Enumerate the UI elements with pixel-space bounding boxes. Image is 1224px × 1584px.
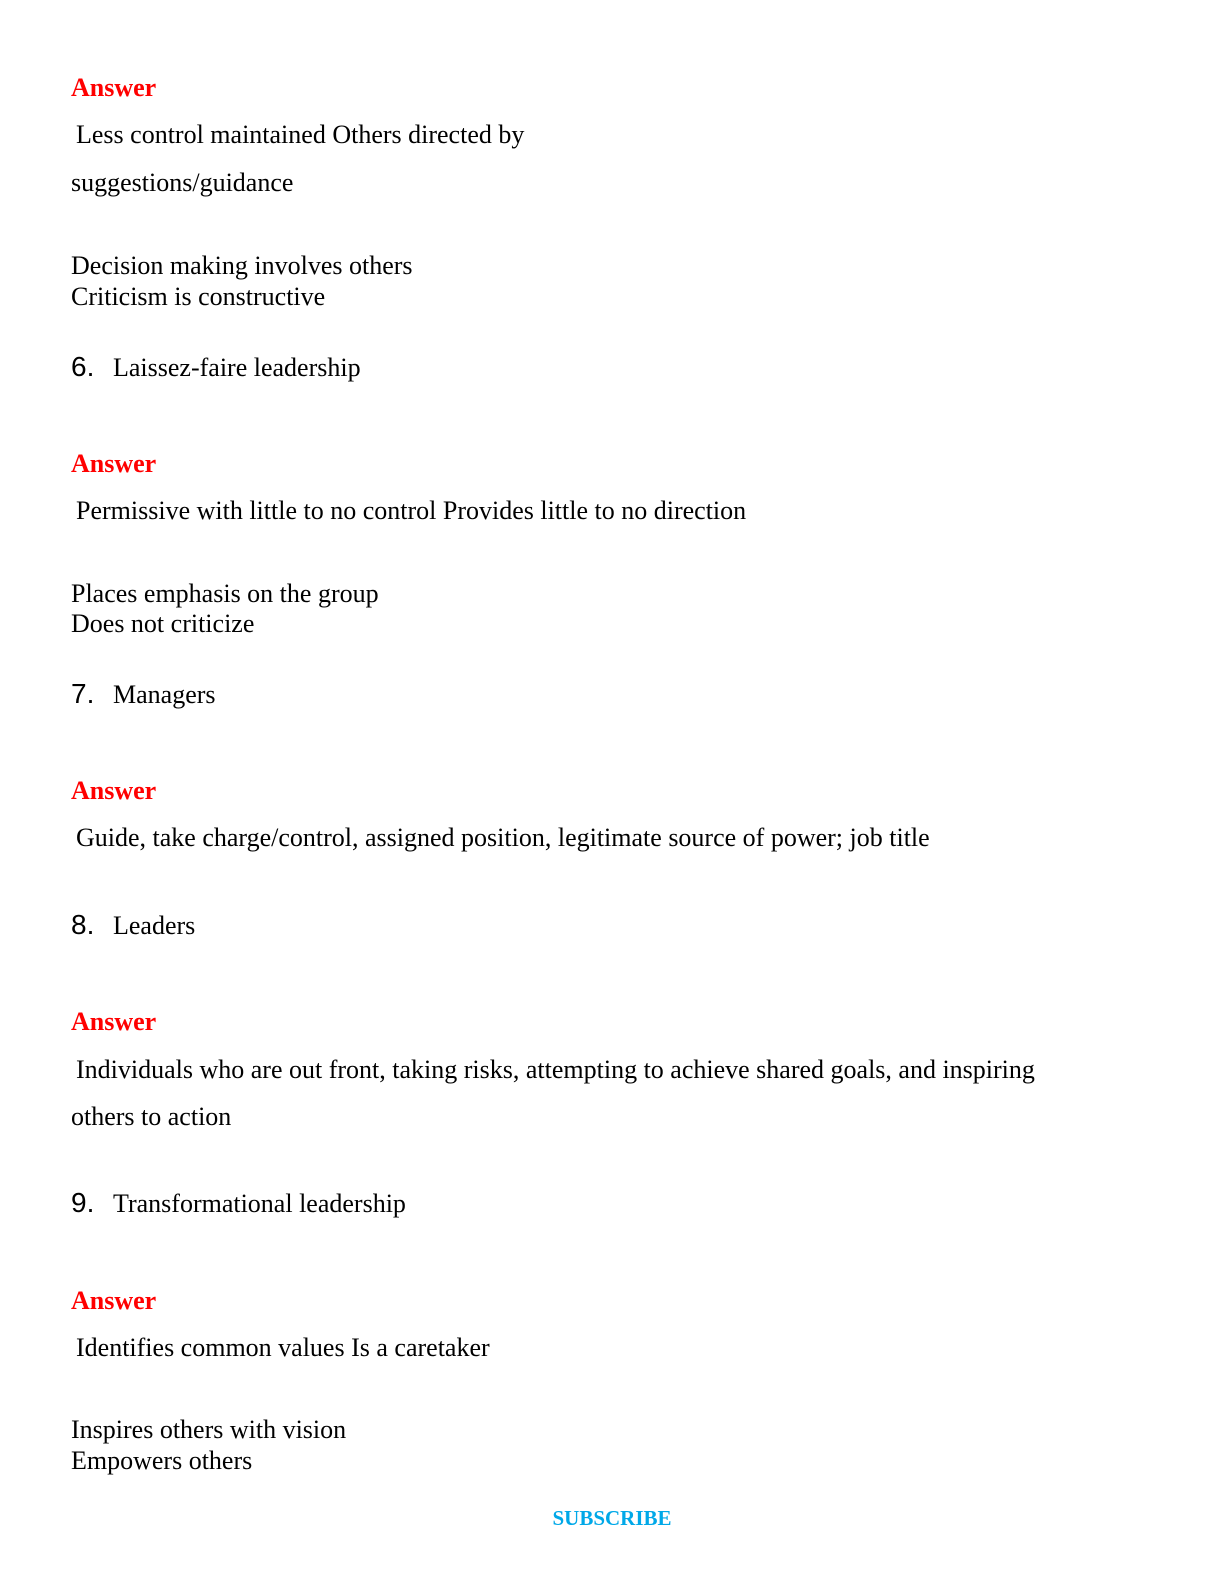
question-title: Laissez-faire leadership — [113, 353, 361, 382]
answer-text-line: Permissive with little to no control Provides little to no direction — [76, 496, 747, 525]
question-title: Managers — [113, 680, 216, 709]
answer-text-line: suggestions/guidance — [71, 168, 294, 197]
answer-text-line: Guide, take charge/control, assigned position, legitimate source of power; job title — [76, 823, 930, 852]
question-number: 6. — [71, 351, 95, 382]
question-9 — [71, 1188, 406, 1219]
subscribe-link[interactable]: SUBSCRIBE — [552, 1506, 672, 1530]
answer-text-line: Less control maintained Others directed by — [76, 120, 525, 149]
question-title: Leaders — [113, 911, 196, 940]
answer-label: Answer — [71, 1007, 157, 1036]
answer-text-line: Inspires others with vision — [71, 1415, 347, 1444]
answer-text-line: Individuals who are out front, taking risks, attempting to achieve shared goals, and inspiring — [76, 1055, 1035, 1084]
question-title: Transformational leadership — [113, 1189, 406, 1218]
answer-label: Answer — [71, 73, 157, 102]
question-8 — [71, 910, 195, 941]
answer-text-line: others to action — [71, 1102, 232, 1131]
answer-label: Answer — [71, 1286, 157, 1315]
answer-label: Answer — [71, 449, 157, 478]
answer-text-line: Empowers others — [71, 1446, 253, 1475]
answer-text-line: Does not criticize — [71, 609, 255, 638]
answer-text-line: Criticism is constructive — [71, 282, 326, 311]
question-number: 8. — [71, 909, 95, 940]
answer-label: Answer — [71, 776, 157, 805]
question-6 — [71, 352, 361, 383]
answer-text-line: Places emphasis on the group — [71, 579, 379, 608]
question-7 — [71, 679, 216, 710]
question-number: 7. — [71, 678, 95, 709]
question-number: 9. — [71, 1187, 95, 1218]
answer-text-line: Decision making involves others — [71, 251, 413, 280]
answer-text-line: Identifies common values Is a caretaker — [76, 1333, 490, 1362]
